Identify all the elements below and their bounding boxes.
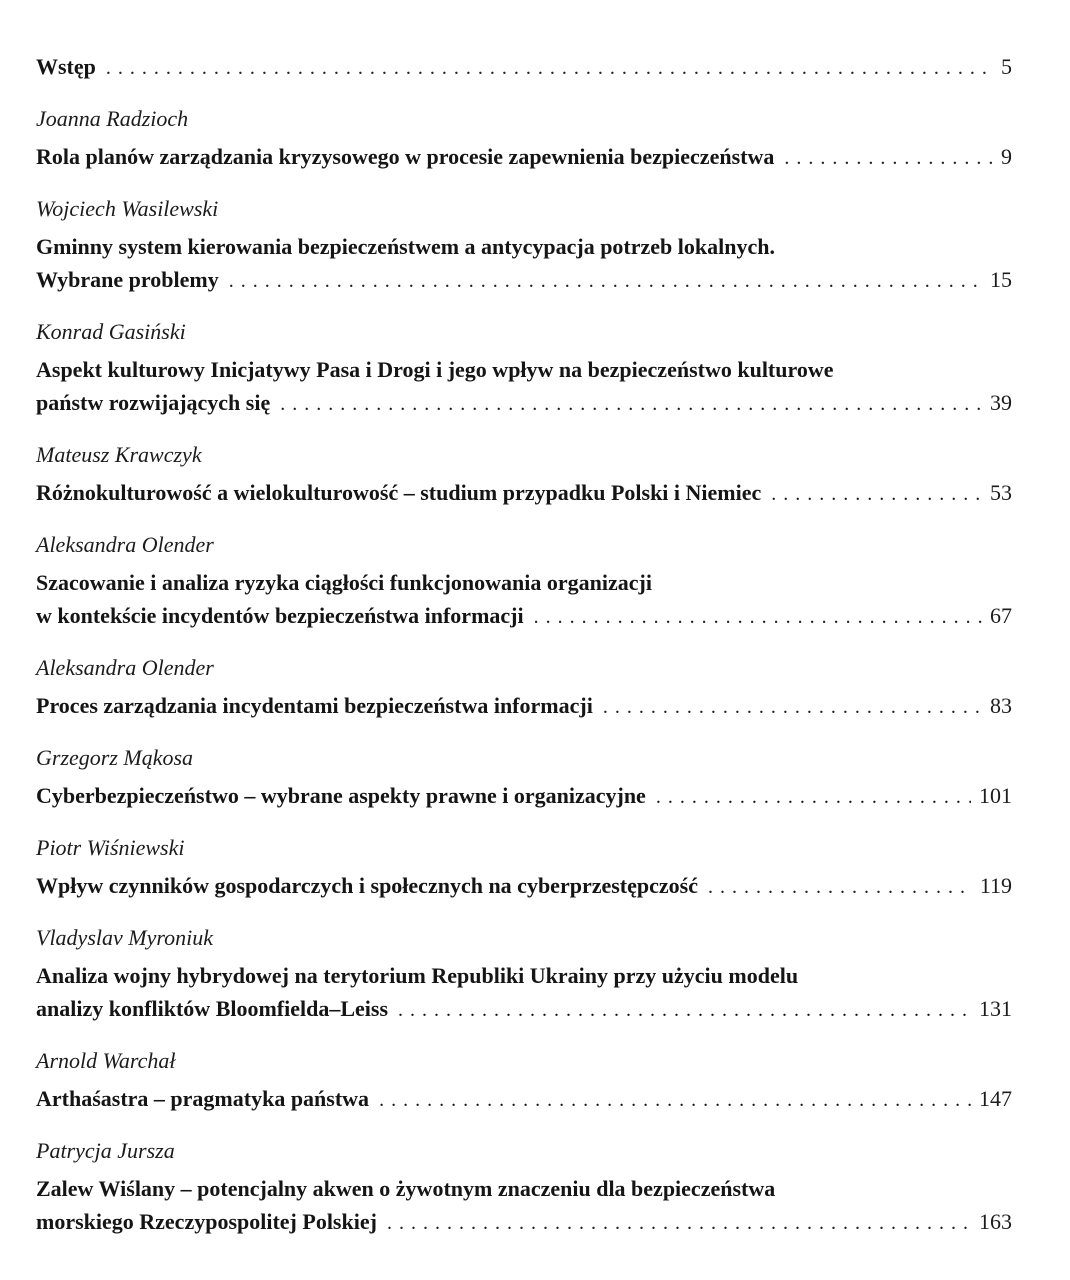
toc-title-text: Proces zarządzania incydentami bezpieczeństwa informacji xyxy=(36,693,593,718)
toc-title-last-line xyxy=(36,779,1012,814)
toc-author-name: Aleksandra Olender xyxy=(36,532,214,557)
toc-author-name: Aleksandra Olender xyxy=(36,655,214,680)
page-number: 15 xyxy=(990,267,1012,292)
toc-title-line: Aspekt kulturowy Inicjatywy Pasa i Drogi i jego wpływ na bezpieczeństwo kulturowe xyxy=(36,357,834,382)
page-number: 101 xyxy=(979,783,1012,808)
toc-entry xyxy=(36,102,1012,175)
toc-title-line: Gminny system kierowania bezpieczeństwem a antycypacja potrzeb lokalnych. xyxy=(36,234,775,259)
toc-title-text: Różnokulturowość a wielokulturowość – studium przypadku Polski i Niemiec xyxy=(36,480,762,505)
dot-leader xyxy=(280,388,982,421)
toc-author-name: Grzegorz Mąkosa xyxy=(36,745,194,770)
toc-title xyxy=(36,689,1012,724)
toc-title xyxy=(36,959,1012,1027)
toc-title-last-line xyxy=(36,869,1012,904)
table-of-contents xyxy=(36,50,1012,1240)
toc-title xyxy=(36,140,1012,175)
toc-title-line: Szacowanie i analiza ryzyka ciągłości funkcjonowania organizacji xyxy=(36,570,652,595)
toc-title-last-line xyxy=(36,1205,1012,1240)
toc-title xyxy=(36,1082,1012,1117)
dot-leader xyxy=(534,601,982,634)
toc-title xyxy=(36,1172,1012,1240)
toc-entry xyxy=(36,741,1012,814)
toc-title-text: Cyberbezpieczeństwo – wybrane aspekty prawne i organizacyjne xyxy=(36,783,646,808)
toc-title-last-line xyxy=(36,599,1012,634)
toc-title-last-line xyxy=(36,263,1012,298)
page-number: 5 xyxy=(1001,54,1012,79)
page-number: 67 xyxy=(990,603,1012,628)
page-number: 131 xyxy=(979,996,1012,1021)
toc-entry xyxy=(36,921,1012,1027)
toc-title xyxy=(36,353,1012,421)
toc-title-text: analizy konfliktów Bloomfielda–Leiss xyxy=(36,996,389,1021)
page-number: 83 xyxy=(990,693,1012,718)
toc-entry xyxy=(36,831,1012,904)
toc-entry xyxy=(36,1044,1012,1117)
toc-title-last-line xyxy=(36,476,1012,511)
toc-entry xyxy=(36,50,1012,85)
toc-title-text: Wpływ czynników gospodarczych i społecznych na cyberprzestępczość xyxy=(36,873,698,898)
page-number: 9 xyxy=(1001,144,1012,169)
toc-title-last-line xyxy=(36,140,1012,175)
dot-leader xyxy=(784,142,993,175)
dot-leader xyxy=(656,781,971,814)
toc-entry xyxy=(36,315,1012,421)
toc-entry xyxy=(36,192,1012,298)
toc-title-last-line xyxy=(36,1082,1012,1117)
toc-title-text: państw rozwijających się xyxy=(36,390,271,415)
toc-title-last-line xyxy=(36,386,1012,421)
dot-leader xyxy=(603,691,982,724)
toc-title xyxy=(36,476,1012,511)
dot-leader xyxy=(708,871,972,904)
toc-entry xyxy=(36,651,1012,724)
toc-entry xyxy=(36,438,1012,511)
toc-title-text: Wybrane problemy xyxy=(36,267,219,292)
toc-title-line: Zalew Wiślany – potencjalny akwen o żywotnym znaczeniu dla bezpieczeństwa xyxy=(36,1176,776,1201)
toc-title-last-line xyxy=(36,992,1012,1027)
toc-title xyxy=(36,779,1012,814)
toc-title xyxy=(36,50,1012,85)
page-number: 53 xyxy=(990,480,1012,505)
toc-title xyxy=(36,869,1012,904)
dot-leader xyxy=(379,1084,971,1117)
dot-leader xyxy=(106,52,993,85)
toc-author-name: Mateusz Krawczyk xyxy=(36,442,202,467)
page-number: 119 xyxy=(979,873,1012,898)
toc-entry xyxy=(36,1134,1012,1240)
dot-leader xyxy=(398,994,971,1027)
toc-author-name: Joanna Radzioch xyxy=(36,106,189,131)
toc-author-name: Patrycja Jursza xyxy=(36,1138,175,1163)
toc-author-name: Arnold Warchał xyxy=(36,1048,176,1073)
toc-title xyxy=(36,230,1012,298)
toc-author-name: Vladyslav Myroniuk xyxy=(36,925,213,950)
toc-title-text: Arthaśastra – pragmatyka państwa xyxy=(36,1086,370,1111)
page-number: 163 xyxy=(979,1209,1012,1234)
toc-author-name: Wojciech Wasilewski xyxy=(36,196,219,221)
toc-title-text: w kontekście incydentów bezpieczeństwa informacji xyxy=(36,603,524,628)
dot-leader xyxy=(771,478,982,511)
toc-title-text: morskiego Rzeczypospolitej Polskiej xyxy=(36,1209,377,1234)
dot-leader xyxy=(387,1207,971,1240)
toc-title xyxy=(36,566,1012,634)
toc-title-last-line xyxy=(36,689,1012,724)
toc-title-text: Wstęp xyxy=(36,54,96,79)
toc-title-text: Rola planów zarządzania kryzysowego w procesie zapewnienia bezpieczeństwa xyxy=(36,144,775,169)
toc-entry xyxy=(36,528,1012,634)
toc-author-name: Piotr Wiśniewski xyxy=(36,835,185,860)
dot-leader xyxy=(229,265,982,298)
toc-title-last-line xyxy=(36,50,1012,85)
page-number: 147 xyxy=(979,1086,1012,1111)
toc-author-name: Konrad Gasiński xyxy=(36,319,186,344)
page-number: 39 xyxy=(990,390,1012,415)
toc-title-line: Analiza wojny hybrydowej na terytorium Republiki Ukrainy przy użyciu modelu xyxy=(36,963,799,988)
